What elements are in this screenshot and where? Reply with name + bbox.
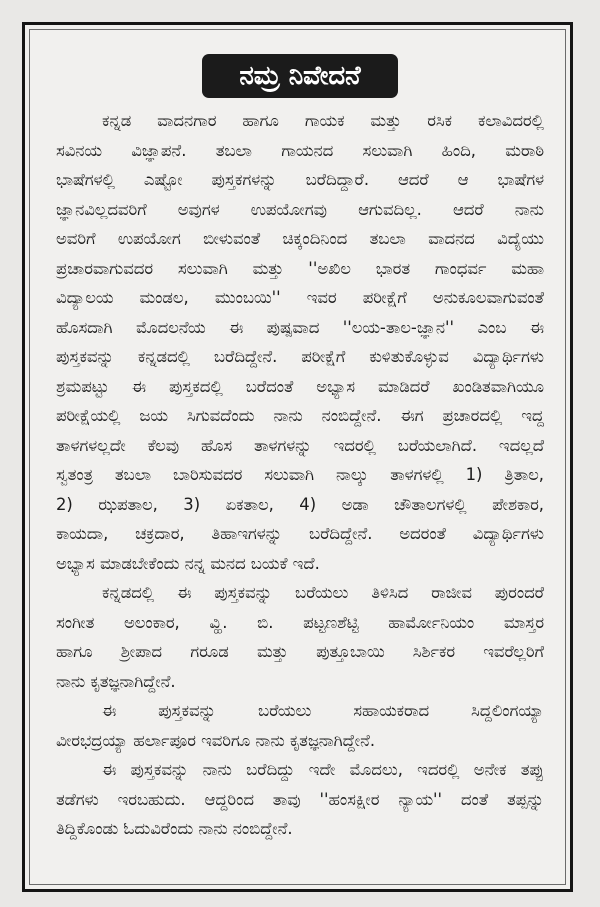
text-line: ವೀರಭದ್ರಯ್ಯಾ ಹರ್ಲಾಪೂರ ಇವರಿಗೂ ನಾನು ಕೃತಜ್ಞನಾಗಿದ್ದೇನೆ. xyxy=(56,730,376,750)
text-line: ಕಾಯದಾ, ಚಕ್ರದಾರ, ತಿಹಾಇಗಳನ್ನು ಬರೆದಿದ್ದೇನೆ. ಅದರಂತೆ ವಿದ್ಯಾರ್ಥಿಗಳು xyxy=(56,524,544,543)
paragraph-1 xyxy=(56,106,544,578)
text-line: ನಾನು ಕೃತಜ್ಞನಾಗಿದ್ದೇನೆ. xyxy=(56,671,176,691)
paragraph-4 xyxy=(56,755,544,844)
body-text xyxy=(56,106,544,844)
text-line: ಸವಿನಯ ವಿಜ್ಞಾಪನೆ. ತಬಲಾ ಗಾಯನದ ಸಲುವಾಗಿ ಹಿಂದಿ, ಮರಾಠಿ xyxy=(56,140,544,160)
page-frame xyxy=(22,22,573,892)
text-line: ಹೊಸದಾಗಿ ಮೊದಲನೆಯ ಈ ಪುಷ್ಪವಾದ ''ಲಯ-ತಾಲ-ಜ್ಞಾನ'' ಎಂಬ ಈ xyxy=(56,317,544,337)
text-line: ತಿದ್ದಿಕೊಂಡು ಓದುವಿರೆಂದು ನಾನು ನಂಬಿದ್ದೇನೆ. xyxy=(56,819,293,838)
text-line: ಪರೀಕ್ಷೆಯಲ್ಲಿ ಜಯ ಸಿಗುವದೆಂದು ನಾನು ನಂಬಿದ್ದೇನೆ. ಈಗ ಪ್ರಚಾರದಲ್ಲಿ ಇದ್ದ xyxy=(56,406,544,425)
text-line: ಜ್ಞಾನವಿಲ್ಲದವರಿಗೆ ಅವುಗಳ ಉಪಯೋಗವು ಆಗುವದಿಲ್ಲ. ಆದರೆ ನಾನು xyxy=(56,199,544,219)
text-line: ಪ್ರಚಾರವಾಗುವದರ ಸಲುವಾಗಿ ಮತ್ತು ''ಅಖಿಲ ಭಾರತ ಗಾಂಧರ್ವ ಮಹಾ xyxy=(56,258,544,278)
text-line: ಅಭ್ಯಾಸ ಮಾಡಬೇಕೆಂದು ನನ್ನ ಮನದ ಬಯಕೆ ಇದೆ. xyxy=(56,553,320,573)
text-line: ಕನ್ನಡದಲ್ಲಿ ಈ ಪುಸ್ತಕವನ್ನು ಬರೆಯಲು ತಿಳಿಸಿದ ರಾಜೀವ ಪುರಂದರೆ xyxy=(102,583,544,602)
text-line: ಕನ್ನಡ ವಾದನಗಾರ ಹಾಗೂ ಗಾಯಕ ಮತ್ತು ರಸಿಕ ಕಲಾವಿದರಲ್ಲಿ xyxy=(102,111,544,130)
text-line: ಸಂಗೀತ ಅಲಂಕಾರ, ವ್ಹಿ. ಬಿ. ಪಟ್ಟಣಶೆಟ್ಟಿ ಹಾರ್ಮೋನಿಯಂ ಮಾಸ್ತರ xyxy=(56,612,544,632)
text-line: ಸ್ವತಂತ್ರ ತಬಲಾ ಬಾರಿಸುವದರ ಸಲುವಾಗಿ ನಾಲ್ಕು ತಾಳಗಳಲ್ಲಿ 1) ತ್ರಿತಾಲ, xyxy=(56,465,544,484)
text-line: ಈ ಪುಸ್ತಕವನ್ನು ಬರೆಯಲು ಸಹಾಯಕರಾದ ಸಿದ್ದಲಿಂಗಯ್ಯಾ xyxy=(102,701,544,720)
text-line: ಈ ಪುಸ್ತಕವನ್ನು ನಾನು ಬರೆದಿದ್ದು ಇದೇ ಮೊದಲು, ಇದರಲ್ಲಿ ಅನೇಕ ತಪ್ಪು xyxy=(102,760,544,779)
text-line: 2) ಝಪತಾಲ, 3) ಏಕತಾಲ, 4) ಅಡಾ ಚೌತಾಲಗಳಲ್ಲಿ ಪೇಶಕಾರ, xyxy=(56,494,544,514)
paragraph-2 xyxy=(56,578,544,696)
text-line: ಹಾಗೂ ಶ್ರೀಪಾದ ಗರೂಡ ಮತ್ತು ಪುತ್ತೂಬಾಯಿ ಸಿರ್ಶಿಕರ ಇವರೆಲ್ಲರಿಗೆ xyxy=(56,642,544,661)
text-line: ವಿದ್ಯಾಲಯ ಮಂಡಲ, ಮುಂಬಯಿ'' ಇವರ ಪರೀಕ್ಷೆಗೆ ಅನುಕೂಲವಾಗುವಂತೆ xyxy=(56,288,544,307)
text-line: ಶ್ರಮಪಟ್ಟು ಈ ಪುಸ್ತಕದಲ್ಲಿ ಬರೆದಂತೆ ಅಭ್ಯಾಸ ಮಾಡಿದರೆ ಖಂಡಿತವಾಗಿಯೂ xyxy=(56,376,544,396)
text-line: ತಾಳಗಳಲ್ಲದೇ ಕೆಲವು ಹೊಸ ತಾಳಗಳನ್ನು ಇದರಲ್ಲಿ ಬರೆಯಲಾಗಿದೆ. ಇದಲ್ಲದೆ xyxy=(56,435,544,455)
text-line: ತಡೆಗಳು ಇರಬಹುದು. ಆದ್ದರಿಂದ ತಾವು ''ಹಂಸಕ್ಷೀರ ನ್ಯಾಯ'' ದಂತೆ ತಪ್ಪನ್ನು xyxy=(56,789,544,809)
text-line: ಪುಸ್ತಕವನ್ನು ಕನ್ನಡದಲ್ಲಿ ಬರೆದಿದ್ದೇನೆ. ಪರೀಕ್ಷೆಗೆ ಕುಳಿತುಕೊಳ್ಳುವ ವಿದ್ಯಾರ್ಥಿಗಳು xyxy=(56,347,544,366)
page-title: ನಮ್ರ ನಿವೇದನೆ xyxy=(202,54,398,98)
text-line: ಭಾಷೆಗಳಲ್ಲಿ ಎಷ್ಟೋ ಪುಸ್ತಕಗಳನ್ನು ಬರೆದಿದ್ದಾರೆ. ಆದರೆ ಆ ಭಾಷೆಗಳ xyxy=(56,170,544,189)
text-line: ಅವರಿಗೆ ಉಪಯೋಗ ಬೀಳುವಂತೆ ಚಿಕ್ಕಂದಿನಿಂದ ತಬಲಾ ವಾದನದ ವಿದ್ಯೆಯು xyxy=(56,229,544,248)
paragraph-3 xyxy=(56,696,544,755)
